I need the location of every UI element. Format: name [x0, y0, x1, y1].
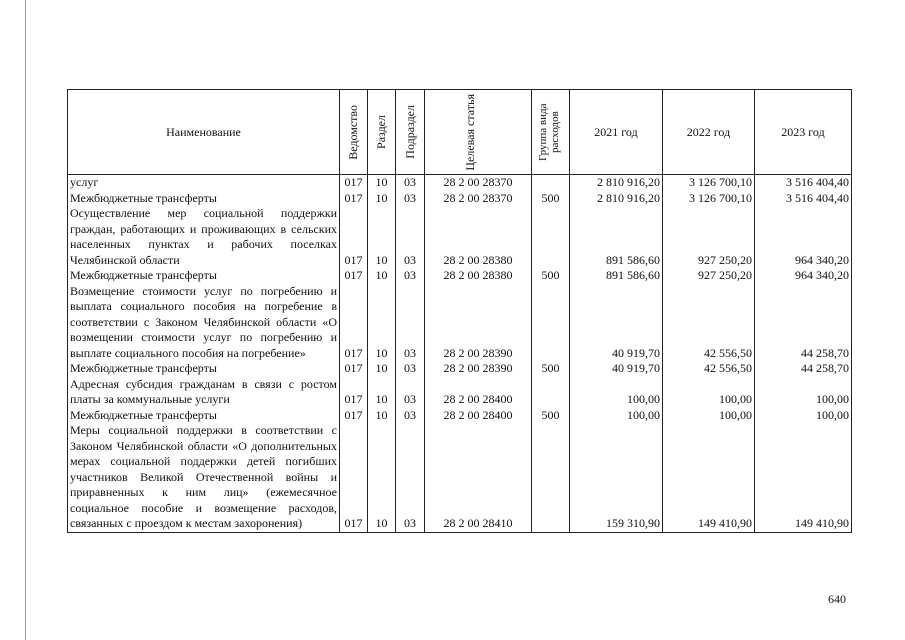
row-target: 28 2 00 28370: [425, 175, 532, 191]
table-row: [68, 423, 852, 532]
table-row: [68, 191, 852, 207]
row-2022: 3 126 700,10: [663, 191, 755, 207]
header-department: Ведомство: [340, 90, 368, 175]
row-2021: 100,00: [570, 377, 663, 408]
row-2022: 149 410,90: [663, 423, 755, 532]
row-section: 10: [368, 191, 396, 207]
row-name: услуг: [68, 175, 340, 191]
row-target: 28 2 00 28370: [425, 191, 532, 207]
header-2023: 2023 год: [755, 90, 852, 175]
row-department: 017: [340, 284, 368, 362]
header-2021: 2021 год: [570, 90, 663, 175]
row-name: Межбюджетные трансферты: [68, 408, 340, 424]
row-target: 28 2 00 28380: [425, 206, 532, 268]
table-row: [68, 268, 852, 284]
row-department: 017: [340, 206, 368, 268]
table-row: [68, 284, 852, 362]
row-section: 10: [368, 284, 396, 362]
row-2022: 100,00: [663, 408, 755, 424]
header-2022: 2022 год: [663, 90, 755, 175]
row-2022: 927 250,20: [663, 206, 755, 268]
row-name: Возмещение стоимости услуг по погребению и выплата социального пособия на погребение в соответствии с Законом Челябинской области «О возмещении стоимости услуг по погребению и выплате социального пособия на погребение»: [68, 284, 340, 362]
table-row: [68, 206, 852, 268]
row-group: 500: [532, 408, 570, 424]
row-2021: 891 586,60: [570, 206, 663, 268]
row-department: 017: [340, 361, 368, 377]
row-target: 28 2 00 28380: [425, 268, 532, 284]
row-target: 28 2 00 28390: [425, 284, 532, 362]
row-target: 28 2 00 28400: [425, 408, 532, 424]
row-section: 10: [368, 206, 396, 268]
header-subsection: Подраздел: [396, 90, 425, 175]
row-2023: 100,00: [755, 408, 852, 424]
row-2023: 149 410,90: [755, 423, 852, 532]
header-name: Наименование: [68, 90, 340, 175]
row-2022: 42 556,50: [663, 361, 755, 377]
row-2023: 3 516 404,40: [755, 175, 852, 191]
row-section: 10: [368, 408, 396, 424]
row-group: [532, 284, 570, 362]
row-section: 10: [368, 377, 396, 408]
row-group: 500: [532, 361, 570, 377]
table-row: [68, 377, 852, 408]
row-2022: 100,00: [663, 377, 755, 408]
table-row: [68, 408, 852, 424]
row-name: Осуществление мер социальной поддержки граждан, работающих и проживающих в сельских населенных пунктах и рабочих поселках Челябинской области: [68, 206, 340, 268]
row-2023: 3 516 404,40: [755, 191, 852, 207]
row-section: 10: [368, 268, 396, 284]
row-subsection: 03: [396, 361, 425, 377]
row-name: Межбюджетные трансферты: [68, 191, 340, 207]
row-name: Адресная субсидия гражданам в связи с ростом платы за коммунальные услуги: [68, 377, 340, 408]
row-group: [532, 206, 570, 268]
row-group: 500: [532, 191, 570, 207]
row-name: Меры социальной поддержки в соответствии с Законом Челябинской области «О дополнительных мерах социальной поддержки детей погибших участников Великой Отечественной войны и приравненных к ним лиц» (ежемесячное социальное пособие и возмещение расходов, связанных с проездом к местам захоронения): [68, 423, 340, 532]
row-group: [532, 377, 570, 408]
header-target: Целевая статья: [425, 90, 532, 175]
row-subsection: 03: [396, 268, 425, 284]
row-subsection: 03: [396, 191, 425, 207]
row-subsection: 03: [396, 377, 425, 408]
row-2021: 2 810 916,20: [570, 175, 663, 191]
row-department: 017: [340, 377, 368, 408]
row-section: 10: [368, 361, 396, 377]
row-2023: 964 340,20: [755, 268, 852, 284]
row-department: 017: [340, 268, 368, 284]
row-subsection: 03: [396, 408, 425, 424]
row-subsection: 03: [396, 175, 425, 191]
row-2021: 891 586,60: [570, 268, 663, 284]
budget-table: [67, 89, 852, 533]
row-department: 017: [340, 408, 368, 424]
row-2022: 3 126 700,10: [663, 175, 755, 191]
row-department: 017: [340, 175, 368, 191]
header-section: Раздел: [368, 90, 396, 175]
table-row: [68, 361, 852, 377]
row-2021: 40 919,70: [570, 361, 663, 377]
table-header-row: [68, 90, 852, 175]
row-department: 017: [340, 423, 368, 532]
row-2022: 927 250,20: [663, 268, 755, 284]
row-group: [532, 423, 570, 532]
row-2023: 964 340,20: [755, 206, 852, 268]
page-number: 640: [828, 592, 846, 606]
row-target: 28 2 00 28400: [425, 377, 532, 408]
row-name: Межбюджетные трансферты: [68, 268, 340, 284]
row-section: 10: [368, 175, 396, 191]
row-2021: 40 919,70: [570, 284, 663, 362]
row-2023: 100,00: [755, 377, 852, 408]
row-target: 28 2 00 28390: [425, 361, 532, 377]
row-2021: 2 810 916,20: [570, 191, 663, 207]
row-department: 017: [340, 191, 368, 207]
row-name: Межбюджетные трансферты: [68, 361, 340, 377]
row-2022: 42 556,50: [663, 284, 755, 362]
row-2021: 159 310,90: [570, 423, 663, 532]
row-target: 28 2 00 28410: [425, 423, 532, 532]
row-section: 10: [368, 423, 396, 532]
scan-margin-line: [25, 0, 26, 640]
row-2023: 44 258,70: [755, 284, 852, 362]
row-group: [532, 175, 570, 191]
row-2021: 100,00: [570, 408, 663, 424]
row-group: 500: [532, 268, 570, 284]
row-subsection: 03: [396, 206, 425, 268]
row-subsection: 03: [396, 423, 425, 532]
row-2023: 44 258,70: [755, 361, 852, 377]
header-group: Группа вида расходов: [532, 90, 570, 175]
row-subsection: 03: [396, 284, 425, 362]
table-row: [68, 175, 852, 191]
